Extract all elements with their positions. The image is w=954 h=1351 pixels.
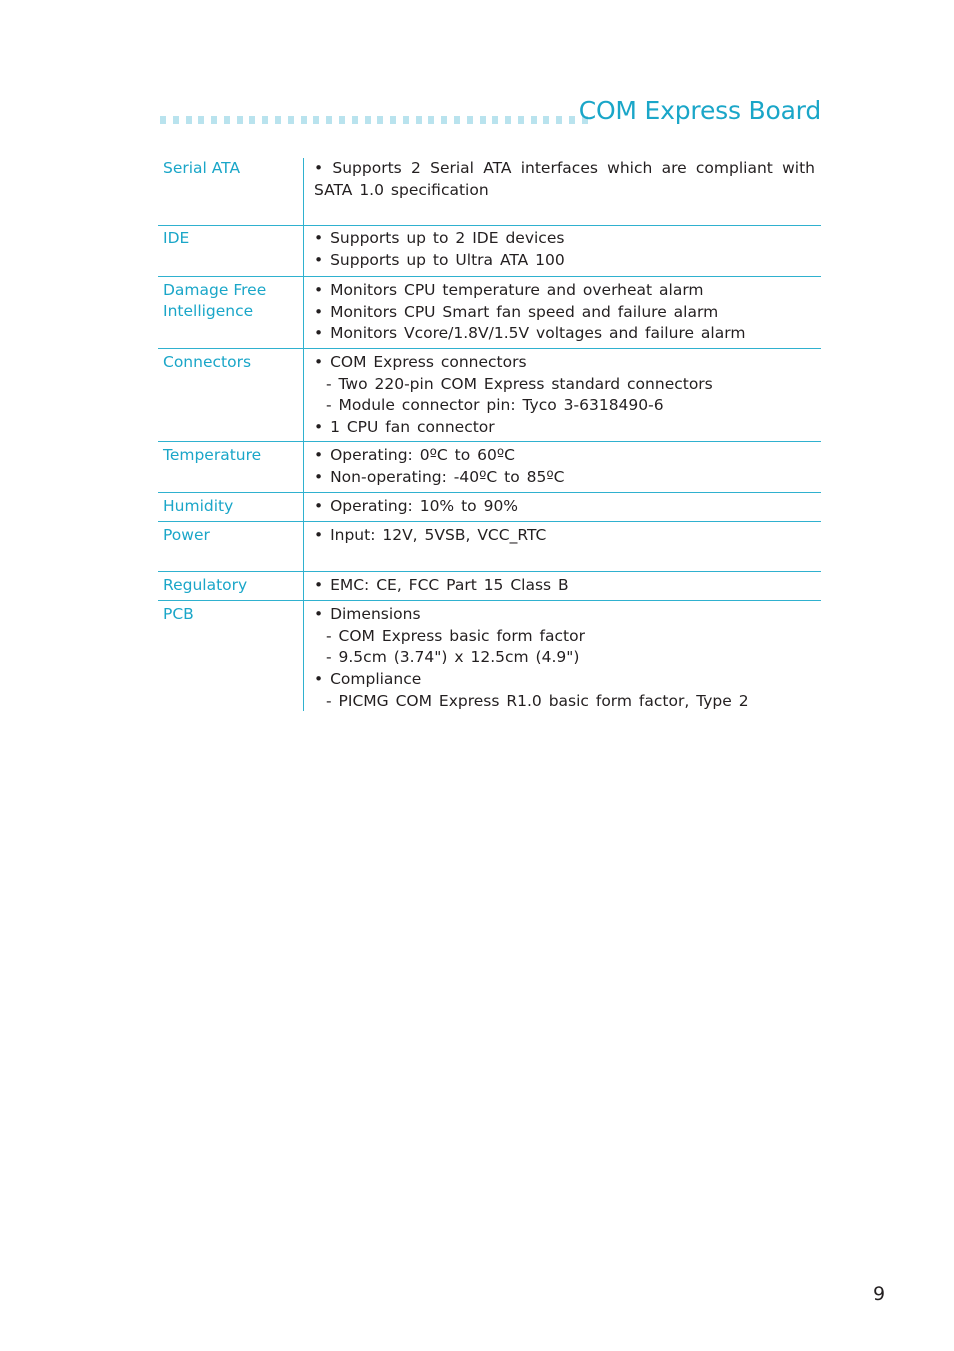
- page-number: 9: [873, 1283, 886, 1305]
- spec-sub-item: - COM Express basic form factor: [326, 626, 585, 645]
- spec-row-temperature: [158, 442, 821, 493]
- spec-label: Regulatory: [158, 572, 304, 600]
- page-title: COM Express Board: [578, 96, 821, 125]
- spec-description: [304, 158, 821, 225]
- spec-bullet: • Dimensions: [314, 605, 421, 623]
- spec-row-power: [158, 522, 821, 572]
- spec-label: Humidity: [158, 493, 304, 521]
- spec-label: Power: [158, 522, 304, 571]
- spec-row-humidity: [158, 493, 821, 522]
- spec-label: Temperature: [158, 442, 304, 492]
- spec-bullet: • Supports 2 Serial ATA interfaces which are compliant with SATA 1.0 specification: [314, 159, 815, 199]
- spec-bullet: • Compliance: [314, 670, 422, 689]
- spec-bullet: • 1 CPU fan connector: [314, 418, 495, 437]
- spec-table: [158, 158, 821, 711]
- spec-bullet: • EMC: CE, FCC Part 15 Class B: [314, 576, 569, 594]
- spec-bullet: • Supports up to 2 IDE devices: [314, 229, 565, 247]
- spec-row-damage-free-intelligence: [158, 277, 821, 349]
- spec-description: [304, 522, 821, 571]
- spec-description: [304, 349, 821, 441]
- spec-bullet: • Monitors Vcore/1.8V/1.5V voltages and failure alarm: [314, 324, 746, 343]
- spec-bullet: • Input: 12V, 5VSB, VCC_RTC: [314, 526, 547, 544]
- spec-bullet: • Monitors CPU Smart fan speed and failure alarm: [314, 302, 719, 321]
- spec-row-regulatory: [158, 572, 821, 601]
- spec-bullet: • Operating: 0ºC to 60ºC: [314, 446, 515, 464]
- spec-bullet: • Operating: 10% to 90%: [314, 497, 519, 515]
- spec-bullet: • COM Express connectors: [314, 353, 527, 371]
- spec-label: PCB: [158, 601, 304, 711]
- spec-description: [304, 601, 821, 711]
- spec-description: [304, 572, 821, 600]
- spec-label: Connectors: [158, 349, 304, 441]
- spec-description: [304, 493, 821, 521]
- spec-row-serial-ata: [158, 158, 821, 226]
- spec-label: IDE: [158, 226, 304, 276]
- spec-row-connectors: [158, 349, 821, 442]
- header-dotted-rule: [160, 115, 588, 124]
- spec-row-ide: [158, 226, 821, 277]
- spec-bullet: • Non-operating: -40ºC to 85ºC: [314, 467, 565, 486]
- spec-bullet: • Monitors CPU temperature and overheat alarm: [314, 281, 704, 299]
- spec-label: Serial ATA: [158, 158, 304, 225]
- spec-sub-item: - PICMG COM Express R1.0 basic form factor, Type 2: [326, 691, 749, 710]
- spec-sub-item: - Module connector pin: Tyco 3-6318490-6: [326, 396, 664, 415]
- spec-bullet: • Supports up to Ultra ATA 100: [314, 250, 565, 269]
- spec-sub-item: - 9.5cm (3.74") x 12.5cm (4.9"): [326, 648, 580, 667]
- spec-description: [304, 226, 821, 276]
- spec-description: [304, 277, 821, 348]
- spec-label: Damage Free Intelligence: [158, 277, 304, 348]
- spec-row-pcb: [158, 601, 821, 711]
- spec-sub-item: - Two 220-pin COM Express standard connectors: [326, 374, 713, 393]
- spec-description: [304, 442, 821, 492]
